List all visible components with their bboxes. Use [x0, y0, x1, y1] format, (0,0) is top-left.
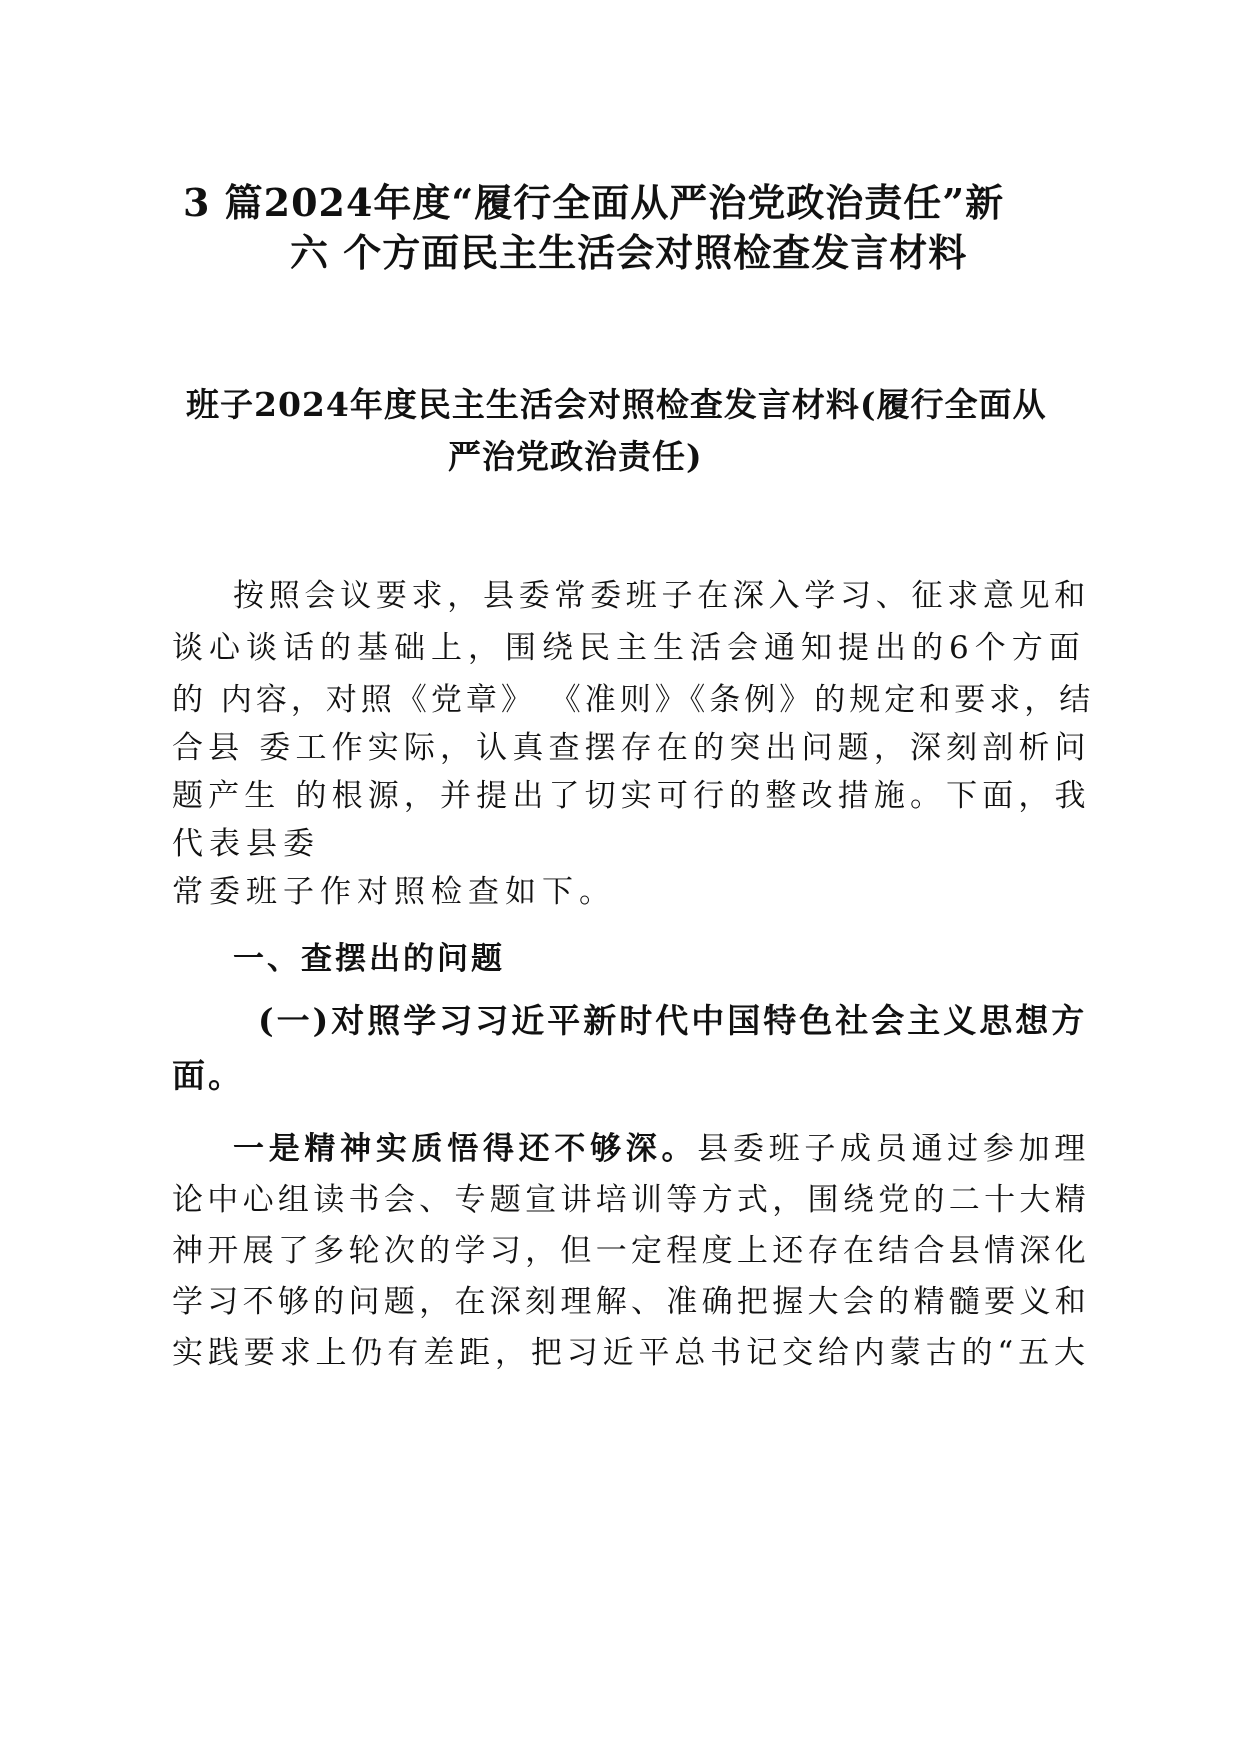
- point-1-first-line: [233, 1123, 1090, 1168]
- subtitle-line-1: 班子2024年度民主生活会对照检查发言材料(履行全面从: [186, 385, 1047, 424]
- document-title-line-2: 六 个方面民主生活会对照检查发言材料: [290, 230, 968, 275]
- point-1-lead: 一是精神实质悟得还不够深。: [233, 1131, 698, 1167]
- point-1-line-4: 学习不够的问题，在深刻理解、准确把握大会的精髓要义和: [172, 1284, 1090, 1320]
- intro-line-6: 代表县委: [172, 826, 320, 862]
- point-1-line-3: 神开展了多轮次的学习，但一定程度上还存在结合县情深化: [172, 1233, 1090, 1269]
- intro-line-2: 谈心谈话的基础上，围绕民主生活会通知提出的6个方面: [172, 630, 1086, 666]
- subtitle-line-2: 严治党政治责任): [448, 437, 703, 476]
- sub-heading-line-2: 面。: [172, 1056, 244, 1095]
- intro-line-5: 题产生 的根源，并提出了切实可行的整改措施。下面，我: [172, 778, 1091, 814]
- intro-line-7: 常委班子作对照检查如下。: [172, 874, 616, 910]
- point-1-first-line-rest: 县委班子成员通过参加理: [697, 1131, 1091, 1167]
- point-1-line-5: 实践要求上仍有差距，把习近平总书记交给内蒙古的“五大: [172, 1335, 1090, 1371]
- intro-line-1: 按照会议要求，县委常委班子在深入学习、征求意见和: [233, 578, 1090, 614]
- intro-line-4: 合县 委工作实际，认真查摆存在的突出问题，深刻剖析问: [172, 730, 1091, 766]
- document-title-line-1: 3 篇2024年度“履行全面从严治党政治责任”新: [183, 180, 1005, 225]
- intro-line-3: 的 内容，对照《党章》 《准则》《条例》的规定和要求，结: [172, 682, 1095, 718]
- section-heading: 一、查摆出的问题: [233, 941, 505, 977]
- point-1-line-2: 论中心组读书会、专题宣讲培训等方式，围绕党的二十大精: [172, 1182, 1090, 1218]
- sub-heading-line-1: (一)对照学习习近平新时代中国特色社会主义思想方: [258, 1001, 1088, 1040]
